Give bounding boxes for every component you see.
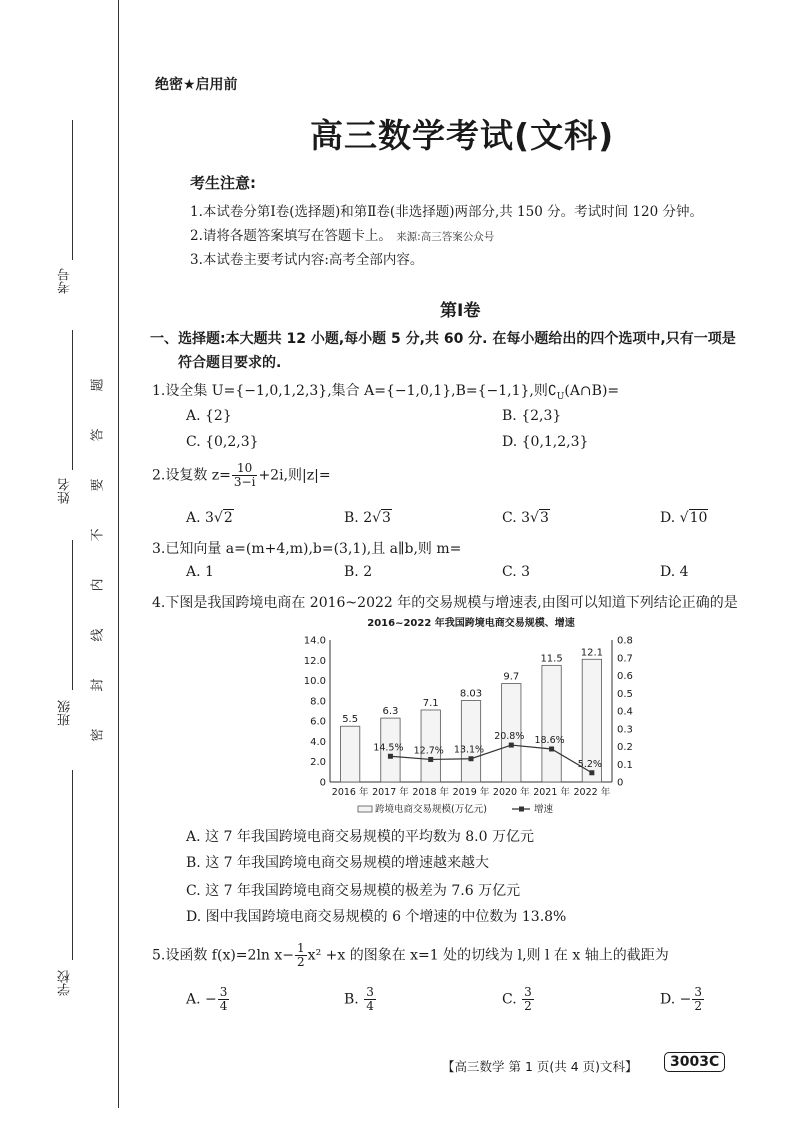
q5-stem-post: x² +x 的图象在 x=1 处的切线为 l,则 l 在 x 轴上的截距为: [307, 947, 669, 964]
q2-b-rad: 3: [382, 510, 391, 526]
class-blank: [72, 540, 73, 690]
growth-point: [549, 746, 554, 751]
q5-d-num: 3: [694, 985, 702, 999]
q3-option-c: C. 3: [502, 564, 531, 580]
y-tick-right: 0.6: [617, 671, 633, 682]
x-tick-label: 2021 年: [533, 787, 570, 798]
growth-label: 5.2%: [577, 758, 602, 770]
q5-option-c: [502, 986, 535, 1013]
school-label: 学校: [58, 970, 73, 996]
binding-line: [118, 0, 119, 1108]
q5-c-num: 3: [524, 985, 532, 999]
y-tick-left: 12.0: [303, 655, 326, 667]
x-tick-label: 2020 年: [492, 787, 530, 798]
q3-option-d: D. 4: [660, 564, 689, 580]
seal-char: 不: [90, 528, 106, 542]
q5-option-d: [660, 986, 705, 1013]
y-tick-left: 0: [319, 777, 326, 789]
q3-option-b: B. 2: [344, 564, 373, 580]
y-tick-right: 0.8: [617, 635, 633, 647]
y-tick-right: 0.7: [617, 653, 633, 665]
bar-label: 8.03: [459, 688, 483, 700]
q5-b-frac: [364, 986, 376, 1013]
growth-point: [388, 754, 393, 759]
trade-chart: [290, 612, 640, 822]
q2-d-pre: D.: [660, 510, 680, 526]
notice-item-2: [190, 224, 494, 244]
y-tick-left: 2.0: [310, 757, 326, 769]
question-4-stem: 4.下图是我国跨境电商在 2016~2022 年的交易规模与增速表,由图可以知道下列结论正确的是: [152, 595, 738, 611]
y-tick-right: 0.2: [617, 742, 633, 753]
source-note: 来源:高三答案公众号: [396, 231, 495, 243]
q5-option-b: [344, 986, 377, 1013]
q2-frac-den: 3−i: [233, 475, 256, 489]
legend-line-label: 增速: [534, 804, 554, 815]
bar-label: 12.1: [580, 647, 603, 659]
q2-option-d: D. √10: [660, 510, 708, 526]
x-tick-label: 2017 年: [372, 787, 409, 798]
q4-option-b: B. 这 7 年我国跨境电商交易规模的增速越来越大: [186, 855, 489, 871]
bar-label: 7.1: [422, 697, 439, 709]
q5-c-den: 2: [524, 999, 532, 1013]
q4-option-a: A. 这 7 年我国跨境电商交易规模的平均数为 8.0 万亿元: [186, 829, 534, 845]
question-5-stem: [152, 942, 669, 969]
notice-heading: 考生注意:: [190, 174, 256, 192]
trade-chart-svg: [290, 612, 640, 822]
x-tick-label: 2018 年: [412, 787, 450, 798]
q5-d-pre: D. −: [660, 991, 692, 1008]
bar-label: 6.3: [382, 706, 399, 718]
q2-a-pre: A. 3: [186, 510, 214, 526]
q3-option-a: A. 1: [186, 564, 214, 580]
exam-no-label: 考号: [58, 268, 73, 294]
q5-a-pre: A. −: [186, 991, 217, 1008]
seal-char: 封: [90, 678, 106, 692]
q5-frac-den: 2: [297, 955, 305, 969]
y-tick-left: 14.0: [303, 635, 326, 647]
x-tick-label: 2019 年: [452, 787, 490, 798]
question-3-stem: 3.已知向量 a=(m+4,m),b=(3,1),且 a∥b,则 m=: [152, 541, 462, 557]
legend-bar-label: 跨境电商交易规模(万亿元): [375, 804, 487, 815]
notice-item-2-text: 2.请将各题答案填写在答题卡上。: [190, 228, 392, 244]
q2-fraction: [232, 462, 258, 489]
section-heading-line1: 一、选择题:本大题共 12 小题,每小题 5 分,共 60 分. 在每小题给出的四个选项中,只有一项是: [150, 331, 736, 347]
q4-option-d: D. 图中我国跨境电商交易规模的 6 个增速的中位数为 13.8%: [186, 909, 567, 925]
seal-char: 要: [90, 478, 106, 492]
q1-stem-tail: (A∩B)=: [564, 383, 620, 399]
q5-c-frac: [522, 986, 534, 1013]
growth-label: 20.8%: [494, 731, 525, 743]
bar: [461, 701, 480, 782]
q5-b-num: 3: [366, 985, 374, 999]
q5-a-den: 4: [219, 999, 228, 1013]
seal-char: 题: [90, 378, 106, 392]
school-blank: [72, 770, 73, 960]
q5-frac-num: 1: [297, 941, 305, 955]
q1-option-c: C. {0,2,3}: [186, 434, 259, 450]
q2-option-c: C. 3√3: [502, 510, 549, 526]
growth-label: 12.7%: [413, 745, 444, 757]
q5-c-pre: C.: [502, 991, 522, 1008]
growth-label: 18.6%: [534, 734, 565, 746]
bar: [340, 726, 359, 782]
growth-label: 14.5%: [373, 742, 404, 754]
q1-option-a: A. {2}: [186, 408, 232, 424]
q5-fraction: [295, 942, 307, 969]
q4-option-c: C. 这 7 年我国跨境电商交易规模的极差为 7.6 万亿元: [186, 883, 521, 899]
growth-point: [589, 770, 594, 775]
q5-stem-pre: 5.设函数 f(x)=2ln x−: [152, 947, 295, 964]
q5-d-frac: [692, 986, 704, 1013]
question-2-stem: [152, 462, 331, 489]
question-1-stem: [152, 380, 619, 402]
growth-point: [469, 756, 474, 761]
y-tick-right: 0.5: [617, 688, 633, 700]
q5-a-frac: [218, 986, 230, 1013]
notice-item-1: 1.本试卷分第Ⅰ卷(选择题)和第Ⅱ卷(非选择题)两部分,共 150 分。考试时间 120 分钟。: [190, 204, 703, 220]
chart-title: 2016~2022 年我国跨境电商交易规模、增速: [367, 618, 575, 629]
y-tick-right: 0.4: [617, 706, 633, 718]
q2-c-pre: C. 3: [502, 510, 531, 526]
seal-char: 密: [90, 728, 106, 742]
exam-title: 高三数学考试(文科): [310, 116, 615, 155]
legend-line-marker: [519, 807, 524, 812]
name-label: 姓名: [58, 478, 73, 504]
q1-option-b: B. {2,3}: [502, 408, 562, 424]
y-tick-right: 0: [617, 777, 624, 789]
y-tick-left: 4.0: [310, 736, 326, 748]
y-tick-right: 0.3: [617, 724, 633, 736]
q2-option-b: B. 2√3: [344, 510, 391, 526]
q5-b-pre: B.: [344, 991, 364, 1008]
seal-char: 内: [90, 578, 106, 592]
y-tick-left: 6.0: [310, 716, 326, 728]
q1-stem-text: 1.设全集 U={−1,0,1,2,3},集合 A={−1,0,1},B={−1,1},则∁: [152, 383, 557, 399]
x-tick-label: 2016 年: [331, 787, 369, 798]
growth-point: [509, 743, 514, 748]
seal-char: 答: [90, 428, 106, 442]
secret-mark: 绝密★启用前: [155, 77, 238, 93]
growth-label: 13.1%: [453, 744, 485, 756]
q2-frac-num: 10: [232, 462, 258, 476]
y-tick-left: 10.0: [303, 676, 326, 688]
seal-char: 线: [90, 628, 106, 642]
q1-option-d: D. {0,1,2,3}: [502, 434, 589, 450]
q2-stem-pre: 2.设复数 z=: [152, 467, 231, 484]
notice-item-3: 3.本试卷主要考试内容:高考全部内容。: [190, 252, 424, 268]
growth-point: [428, 757, 433, 762]
legend-bar-swatch: [358, 806, 372, 812]
name-blank: [72, 330, 73, 470]
q5-option-a: [186, 986, 230, 1013]
x-tick-label: 2022 年: [573, 787, 611, 798]
y-tick-left: 8.0: [310, 696, 326, 708]
q2-c-rad: 3: [539, 510, 549, 526]
q5-a-num: 3: [219, 985, 228, 999]
q1-complement-sub: U: [556, 391, 565, 402]
exam-no-blank: [72, 120, 73, 260]
bar-label: 9.7: [503, 671, 520, 683]
q2-d-rad: 10: [689, 510, 708, 526]
q2-option-a: A. 3√2: [186, 510, 233, 526]
q5-d-den: 2: [694, 999, 702, 1013]
seal-notice: [92, 360, 105, 760]
volume-title: 第Ⅰ卷: [440, 301, 481, 321]
bar-label: 5.5: [342, 714, 359, 726]
q2-stem-post: +2i,则|z|=: [258, 467, 331, 484]
q2-a-rad: 2: [223, 510, 233, 526]
q5-b-den: 4: [366, 999, 374, 1013]
q2-b-pre: B. 2: [344, 510, 373, 526]
page-footer: 【高三数学 第 1 页(共 4 页)文科】: [442, 1059, 638, 1074]
section-heading-line2: 符合题目要求的.: [178, 355, 282, 371]
y-tick-right: 0.1: [617, 759, 633, 771]
bar: [542, 665, 561, 782]
class-label: 班级: [58, 700, 73, 726]
paper-code: 3003C: [664, 1052, 725, 1072]
bar-label: 11.5: [540, 653, 563, 665]
